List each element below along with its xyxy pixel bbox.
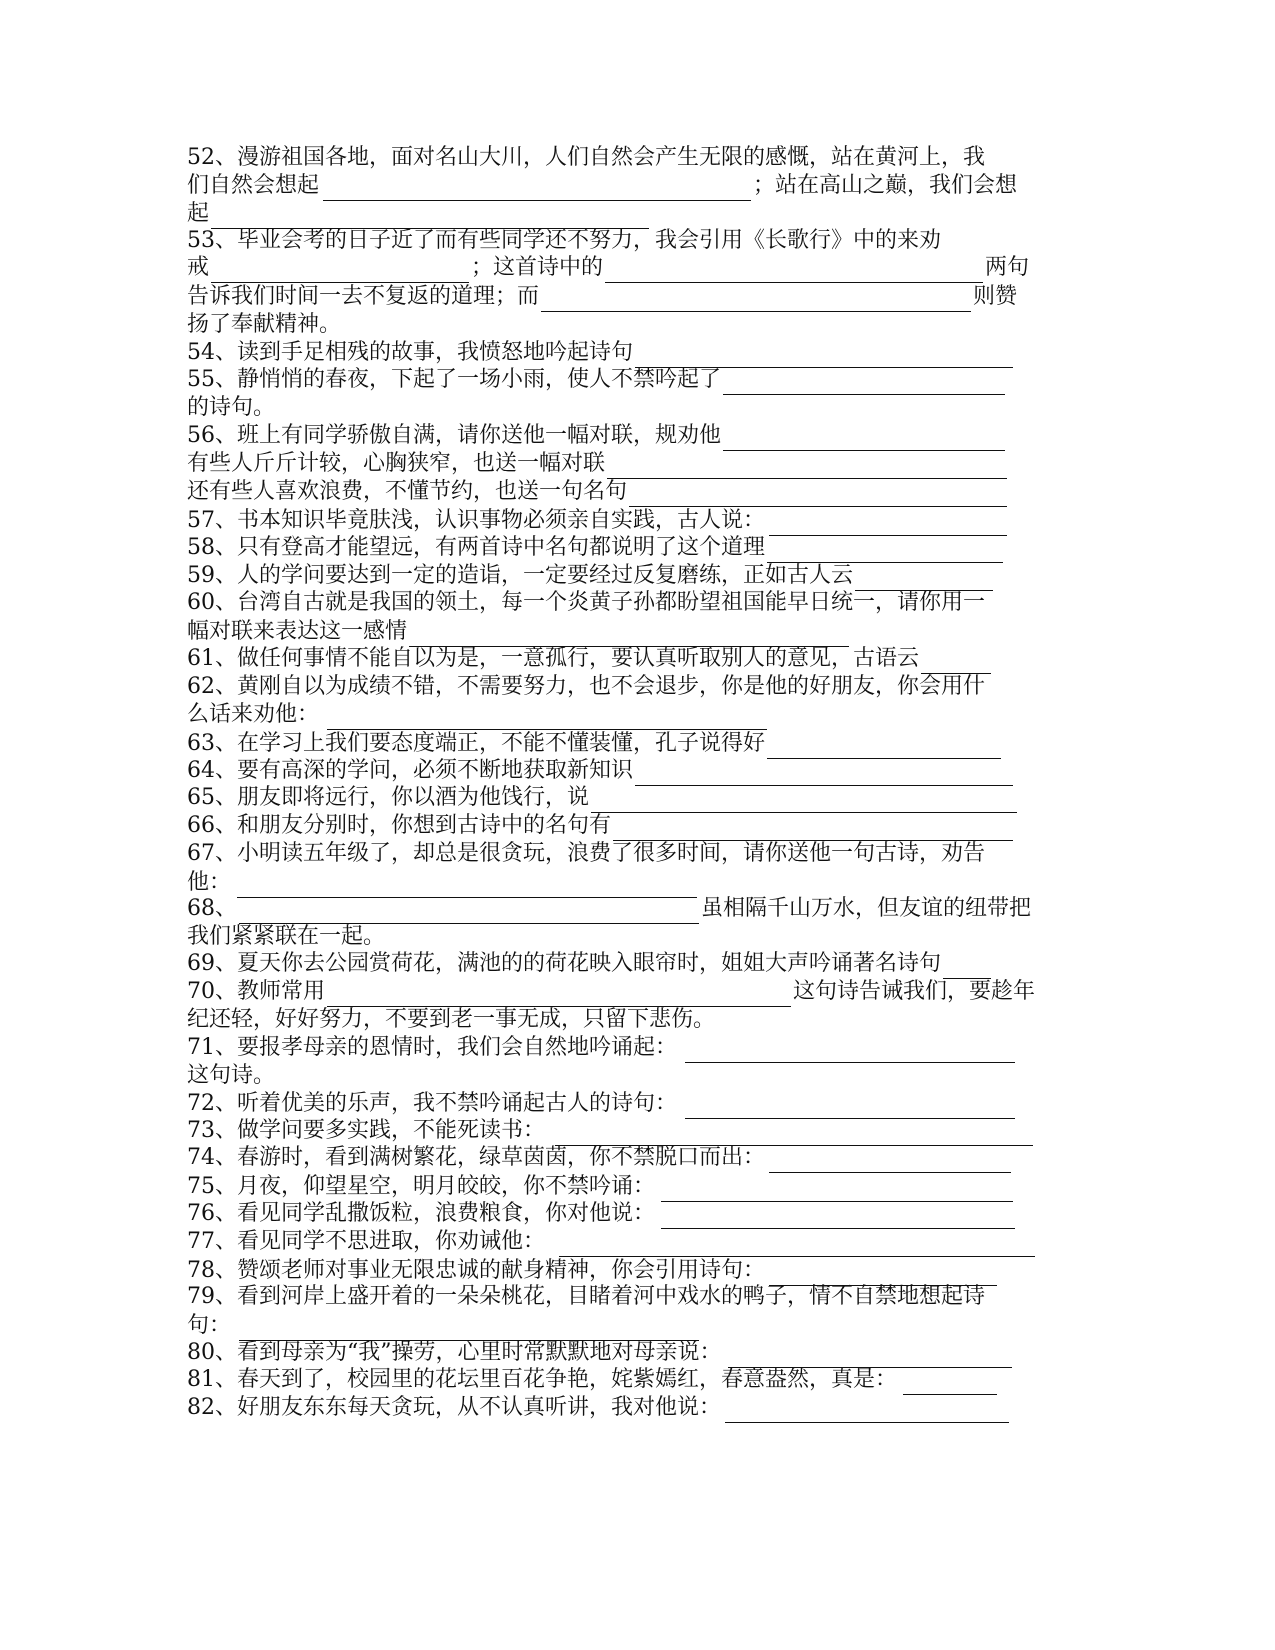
text-line bbox=[187, 1227, 1037, 1257]
text-line bbox=[187, 644, 993, 674]
line-text: 戒 bbox=[187, 255, 210, 280]
line-text: 起 bbox=[187, 201, 210, 226]
text-line bbox=[187, 1005, 715, 1035]
line-text: 68、 bbox=[187, 896, 237, 921]
text-line bbox=[187, 1365, 999, 1395]
line-text: 有些人斤斤计较，心胸狭窄，也送一幅对联 bbox=[187, 451, 606, 476]
line-text: 58、只有登高才能望远，有两首诗中名句都说明了这个道理 bbox=[187, 535, 765, 560]
line-text: 76、看见同学乱撒饭粒，浪费粮食，你对他说： bbox=[187, 1201, 655, 1226]
text-line bbox=[187, 506, 1009, 536]
answer-blank[interactable] bbox=[728, 1340, 1012, 1368]
line-text: 80、看到母亲为“我”操劳，心里时常默默地对母亲说： bbox=[187, 1340, 722, 1365]
text-line bbox=[187, 1061, 275, 1091]
line-text: 74、春游时，看到满树繁花，绿草茵茵，你不禁脱口而出： bbox=[187, 1145, 765, 1170]
answer-blank[interactable] bbox=[725, 1395, 1009, 1423]
line-text: ；站在高山之巅，我们会想 bbox=[753, 173, 1018, 198]
line-text: 么话来劝他： bbox=[187, 702, 320, 727]
text-line bbox=[187, 672, 985, 702]
line-text: 们自然会想起 bbox=[187, 173, 320, 198]
text-line bbox=[187, 282, 1017, 312]
answer-blank[interactable] bbox=[903, 1367, 997, 1395]
text-line bbox=[187, 729, 1003, 759]
text-line bbox=[187, 1393, 1011, 1423]
line-text: 54、读到手足相残的故事，我愤怒地吟起诗句 bbox=[187, 340, 633, 365]
line-text: 则赞 bbox=[973, 284, 1018, 309]
text-line bbox=[187, 811, 1015, 841]
line-text: 72、听着优美的乐声，我不禁吟诵起古人的诗句： bbox=[187, 1091, 677, 1116]
text-line bbox=[187, 338, 1015, 368]
text-line bbox=[187, 449, 1009, 479]
line-text: 55、静悄悄的春夜，下起了一场小雨，使人不禁吟起了 bbox=[187, 367, 721, 392]
line-text: 纪还轻，好好努力，不要到老一事无成，只留下悲伤。 bbox=[187, 1007, 716, 1032]
answer-blank[interactable] bbox=[767, 731, 1001, 759]
line-text: 64、要有高深的学问，必须不断地获取新知识 bbox=[187, 758, 633, 783]
line-text: 还有些人喜欢浪费，不懂节约，也送一句名句 bbox=[187, 479, 628, 504]
line-text: 57、书本知识毕竟肤浅，认识事物必须亲自实践，古人说： bbox=[187, 508, 765, 533]
line-text: 59、人的学问要达到一定的造诣，一定要经过反复磨练，正如古人云 bbox=[187, 563, 853, 588]
text-line bbox=[187, 393, 275, 423]
line-text: 70、教师常用 bbox=[187, 979, 325, 1004]
line-text: 61、做任何事情不能自以为是，一意孤行，要认真听取别人的意见，古语云 bbox=[187, 646, 919, 671]
line-text: 71、要报孝母亲的恩情时，我们会自然地吟诵起： bbox=[187, 1035, 677, 1060]
line-text: ；这首诗中的 bbox=[471, 255, 604, 280]
text-line bbox=[187, 700, 769, 730]
text-line bbox=[187, 617, 851, 647]
answer-blank[interactable] bbox=[685, 1091, 1015, 1119]
line-text: 67、小明读五年级了，却总是很贪玩，浪费了很多时间，请你送他一句古诗，劝告 bbox=[187, 841, 985, 866]
line-text: 虽相隔千山万水，但友谊的纽带把 bbox=[701, 896, 1032, 921]
text-line bbox=[187, 839, 985, 869]
answer-blank[interactable] bbox=[211, 255, 469, 283]
text-line bbox=[187, 561, 995, 591]
answer-blank[interactable] bbox=[635, 340, 1013, 368]
line-text: 的诗句。 bbox=[187, 395, 276, 420]
answer-blank[interactable] bbox=[327, 702, 767, 730]
line-text: 这句诗。 bbox=[187, 1063, 276, 1088]
text-line bbox=[187, 1311, 701, 1341]
text-line bbox=[187, 365, 1007, 395]
line-text: 75、月夜，仰望星空，明月皎皎，你不禁吟诵： bbox=[187, 1174, 655, 1199]
answer-blank[interactable] bbox=[723, 367, 1005, 395]
answer-blank[interactable] bbox=[555, 1118, 1033, 1146]
line-text: 53、毕业会考的日子近了而有些同学还不努力，我会引用《长歌行》中的来劝 bbox=[187, 228, 941, 253]
answer-blank[interactable] bbox=[685, 1035, 1015, 1063]
answer-blank[interactable] bbox=[323, 173, 751, 201]
answer-blank[interactable] bbox=[541, 284, 971, 312]
line-text: 他： bbox=[187, 870, 232, 895]
answer-blank[interactable] bbox=[921, 646, 991, 674]
answer-blank[interactable] bbox=[613, 813, 1013, 841]
line-text: 65、朋友即将远行，你以酒为他饯行，说 bbox=[187, 785, 589, 810]
text-line bbox=[187, 1282, 985, 1312]
line-text: 幅对联来表达这一感情 bbox=[187, 619, 408, 644]
answer-blank[interactable] bbox=[327, 979, 791, 1007]
text-line bbox=[187, 171, 1017, 201]
text-line bbox=[187, 1338, 1014, 1368]
answer-blank[interactable] bbox=[855, 563, 993, 591]
text-line bbox=[187, 477, 1009, 507]
text-line bbox=[187, 1116, 1035, 1146]
line-text: 62、黄刚自以为成绩不错，不需要努力，也不会退步，你是他的好朋友，你会用什 bbox=[187, 674, 985, 699]
line-text: 56、班上有同学骄傲自满，请你送他一幅对联，规劝他 bbox=[187, 423, 721, 448]
text-line bbox=[187, 421, 1007, 451]
line-text: 78、赞颂老师对事业无限忠诚的献身精神，你会引用诗句： bbox=[187, 1258, 765, 1283]
text-line bbox=[187, 199, 651, 229]
text-line bbox=[187, 894, 1031, 924]
line-text: 73、做学问要多实践，不能死读书： bbox=[187, 1118, 545, 1143]
line-text: 77、看见同学不思进取，你劝诫他： bbox=[187, 1229, 545, 1254]
answer-blank[interactable] bbox=[769, 1145, 1011, 1173]
answer-blank[interactable] bbox=[559, 1229, 1035, 1257]
text-line bbox=[187, 226, 941, 256]
answer-blank[interactable] bbox=[943, 951, 991, 979]
answer-blank[interactable] bbox=[591, 785, 1017, 813]
line-text: 我们紧紧联在一起。 bbox=[187, 924, 386, 949]
line-text: 52、漫游祖国各地，面对名山大川，人们自然会产生无限的感慨，站在黄河上，我 bbox=[187, 145, 985, 170]
line-text: 81、春天到了，校园里的花坛里百花争艳，姹紫嫣红，春意盎然，真是： bbox=[187, 1367, 897, 1392]
text-line bbox=[187, 922, 385, 952]
answer-blank[interactable] bbox=[605, 255, 983, 283]
text-line bbox=[187, 1089, 1017, 1119]
text-line bbox=[187, 588, 985, 618]
text-line bbox=[187, 1199, 1017, 1229]
answer-blank[interactable] bbox=[635, 758, 1013, 786]
text-line bbox=[187, 143, 985, 173]
line-text: 句： bbox=[187, 1313, 232, 1338]
answer-blank[interactable] bbox=[769, 508, 1007, 536]
text-line bbox=[187, 756, 1015, 786]
text-line bbox=[187, 783, 1019, 813]
answer-blank[interactable] bbox=[723, 423, 1005, 451]
line-text: 63、在学习上我们要态度端正，不能不懂装懂，孔子说得好 bbox=[187, 731, 765, 756]
line-text: 69、夏天你去公园赏荷花，满池的的荷花映入眼帘时，姐姐大声吟诵著名诗句 bbox=[187, 951, 941, 976]
line-text: 告诉我们时间一去不复返的道理；而 bbox=[187, 284, 540, 309]
answer-blank[interactable] bbox=[607, 451, 1007, 479]
answer-blank[interactable] bbox=[629, 479, 1007, 507]
text-line bbox=[187, 533, 1005, 563]
line-text: 这句诗告诫我们，要趁年 bbox=[793, 979, 1036, 1004]
text-line bbox=[187, 310, 341, 340]
answer-blank[interactable] bbox=[409, 619, 849, 647]
answer-blank[interactable] bbox=[661, 1201, 1015, 1229]
line-text: 66、和朋友分别时，你想到古诗中的名句有 bbox=[187, 813, 611, 838]
text-line bbox=[187, 977, 1035, 1007]
text-line bbox=[187, 949, 993, 979]
line-text: 60、台湾自古就是我国的领土，每一个炎黄子孙都盼望祖国能早日统一，请你用一 bbox=[187, 590, 985, 615]
line-text: 79、看到河岸上盛开着的一朵朵桃花，目睹着河中戏水的鸭子，情不自禁地想起诗 bbox=[187, 1284, 985, 1309]
answer-blank[interactable] bbox=[661, 1174, 1013, 1202]
text-line bbox=[187, 1143, 1013, 1173]
text-line bbox=[187, 1033, 1017, 1063]
answer-blank[interactable] bbox=[239, 1313, 699, 1341]
answer-blank[interactable] bbox=[211, 201, 649, 229]
line-text: 82、好朋友东东每天贪玩，从不认真听讲，我对他说： bbox=[187, 1395, 721, 1420]
answer-blank[interactable] bbox=[767, 535, 1003, 563]
text-line bbox=[187, 1172, 1015, 1202]
text-line bbox=[187, 253, 1029, 283]
line-text: 两句 bbox=[985, 255, 1030, 280]
line-text: 扬了奉献精神。 bbox=[187, 312, 342, 337]
answer-blank[interactable] bbox=[239, 896, 699, 924]
